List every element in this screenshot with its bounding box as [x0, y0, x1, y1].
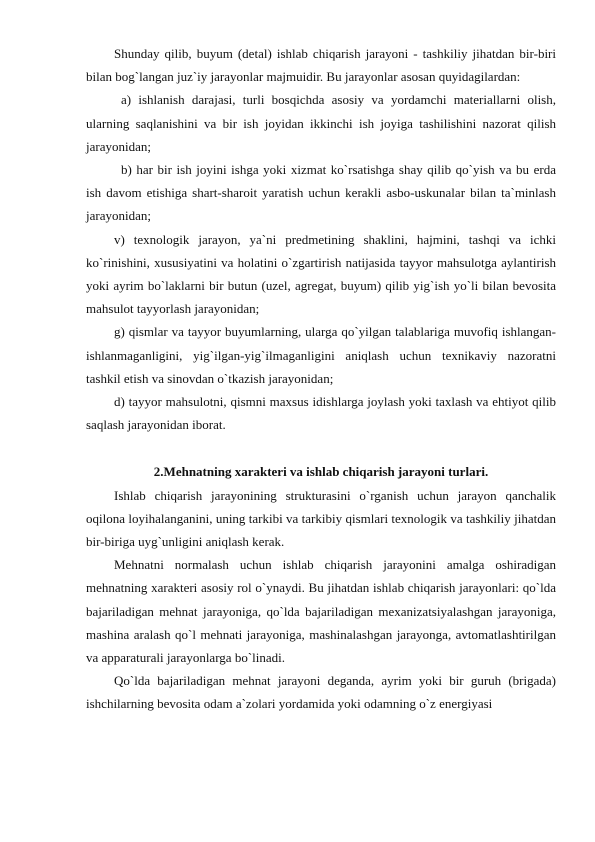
section-spacer: [86, 436, 556, 448]
intro-paragraph: Shunday qilib, buyum (detal) ishlab chiqarish jarayoni - tashkiliy jihatdan bir-biri bilan bog`langan juz`iy jarayonlar majmuidir. Bu jarayonlar asosan quyidagilardan:: [86, 46, 556, 85]
list-item-v: v) texnologik jarayon, ya`ni predmetining shaklini, hajmini, tashqi va ichki ko`rinishini, xususiyatini va holatini o`zgartirish natijasida tayyor mahsulotga aylantirish yoki ayrim bo`laklarni bir butun (uzel, agregat, buyum) qilib yig`ish yo`li bilan bevosita mahsulot tayyorlash jarayonidan;: [86, 231, 556, 317]
normalization-paragraph: Mehnatni normalash uchun ishlab chiqarish jarayonini amalga oshiradigan mehnatning xarakteri asosiy rol o`ynaydi. Bu jihatdan ishlab chiqarish jarayonlari: qo`lda bajariladigan mehnat jarayoniga, qo`lda bajariladigan mexanizatsiyalashgan jarayoniga, mashina aralash qo`l mehnati jarayoniga, mashinalashgan jarayonga, avtomatlashtirilgan va apparaturali jarayonlarga bo`linadi.: [86, 557, 556, 666]
manual-labor-paragraph: Qo`lda bajariladigan mehnat jarayoni deganda, ayrim yoki bir guruh (brigada) ishchilarning bevosita odam a`zolari yordamida yoki odamning o`z energiyasi: [86, 673, 556, 712]
list-item-g: g) qismlar va tayyor buyumlarning, ularga qo`yilgan talablariga muvofiq ishlangan-ishlanmaganligini, yig`ilgan-yig`ilmaganligini aniqlash uchun texnikaviy nazoratni tashkil etish va sinovdan o`tkazish jarayonidan;: [86, 324, 556, 386]
list-item-a: a) ishlanish darajasi, turli bosqichda asosiy va yordamchi materiallarni olish, ularning saqlanishini va bir ish joyidan ikkinchi ish joyiga tashilishini nazorat qilish jarayonidan;: [86, 92, 556, 154]
structure-paragraph: Ishlab chiqarish jarayonining strukturasini o`rganish uchun jarayon qanchalik oqilona loyihalanganini, uning tarkibi va tarkibiy qismlari texnologik va tashkiliy jihatdan bir-biriga uyg`unligini aniqlash kerak.: [86, 487, 556, 550]
list-item-d: d) tayyor mahsulotni, qismni maxsus idishlarga joylash yoki taxlash va ehtiyot qilib saqlash jarayonidan iborat.: [86, 394, 556, 433]
section-heading: 2.Mehnatning xarakteri va ishlab chiqarish jarayoni turlari.: [153, 464, 489, 480]
document-body: [86, 42, 556, 716]
list-item-b: b) har bir ish joyini ishga yoki xizmat ko`rsatishga shay qilib qo`yish va bu erda ish davom etishiga shart-sharoit yaratish uchun kerakli asbo-uskunalar bilan ta`minlash jarayonidan;: [86, 162, 556, 224]
